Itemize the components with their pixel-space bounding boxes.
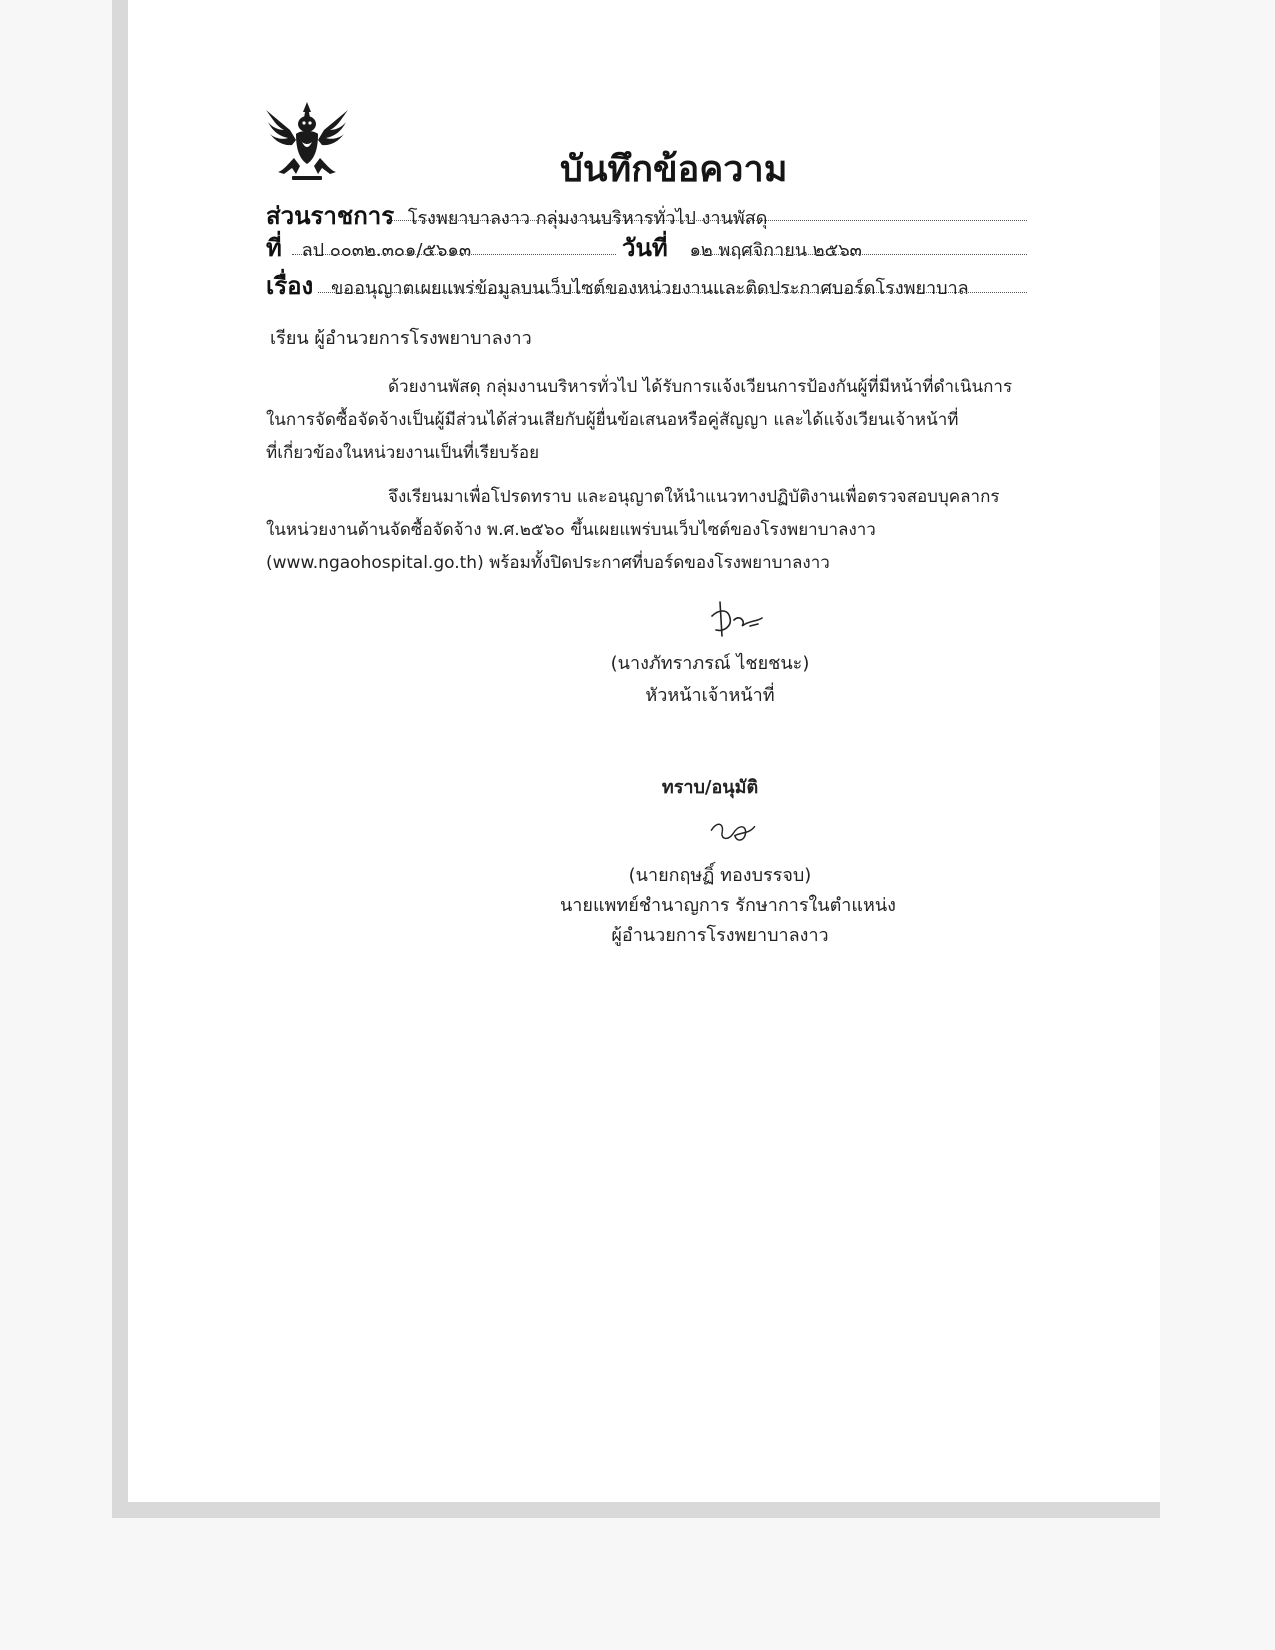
ref-no-dotted-line	[292, 254, 616, 255]
signer-2-name: (นายกฤษฏิ์ ทองบรรจบ)	[628, 865, 812, 886]
paragraph-1-line-3: ที่เกี่ยวข้องในหน่วยงานเป็นที่เรียบร้อย	[266, 443, 540, 463]
signer-2-position-line-1: นายแพทย์ชำนาญการ รักษาการในตำแหน่ง	[560, 895, 896, 916]
subject-field	[266, 266, 969, 305]
ref-no-value: ลป ๐๐๓๒.๓๐๑/๕๖๑๓	[301, 240, 472, 261]
paragraph-2-line-2: ในหน่วยงานด้านจัดซื้อจัดจ้าง พ.ศ.๒๕๖๐ ขึ้นเผยแพร่บนเว็บไซต์ของโรงพยาบาลงาว	[266, 520, 876, 540]
approval-label: ทราบ/อนุมัติ	[661, 777, 759, 798]
date-label: วันที่	[622, 234, 668, 262]
signer-2-position-line-2: ผู้อำนวยการโรงพยาบาลงาว	[611, 925, 829, 946]
subject-value: ขออนุญาตเผยแพร่ข้อมูลบนเว็บไซต์ของหน่วยงานและติดประกาศบอร์ดโรงพยาบาล	[330, 278, 969, 299]
department-dotted-line	[390, 220, 1027, 221]
paragraph-2-line-1: จึงเรียนมาเพื่อโปรดทราบ และอนุญาตให้นำแนวทางปฏิบัติงานเพื่อตรวจสอบบุคลากร	[388, 487, 1000, 507]
garuda-emblem-icon	[262, 100, 352, 184]
ref-no-label: ที่	[266, 234, 282, 262]
memo-title: บันทึกข้อความ	[560, 148, 788, 190]
paragraph-1-line-1: ด้วยงานพัสดุ กลุ่มงานบริหารทั่วไป ได้รับการแจ้งเวียนการป้องกันผู้ที่มีหน้าที่ดำเนินการ	[388, 377, 1013, 397]
signer-1-name: (นางภัทราภรณ์ ไชยชนะ)	[610, 653, 810, 674]
ref-no-field	[266, 228, 471, 267]
signature-2-mark	[705, 814, 761, 850]
date-dotted-line	[696, 254, 1027, 255]
subject-label: เรื่อง	[266, 272, 314, 300]
signer-1-position: หัวหน้าเจ้าหน้าที่	[645, 685, 775, 706]
signature-1-mark	[700, 596, 770, 646]
date-value: ๑๒ พฤศจิกายน ๒๕๖๓	[689, 240, 862, 261]
date-field	[622, 228, 862, 267]
paragraph-2-line-3: (www.ngaohospital.go.th) พร้อมทั้งปิดประกาศที่บอร์ดของโรงพยาบาลงาว	[266, 553, 830, 573]
subject-dotted-line	[318, 292, 1027, 293]
salutation: เรียน ผู้อำนวยการโรงพยาบาลงาว	[270, 328, 532, 349]
paragraph-1-line-2: ในการจัดซื้อจัดจ้างเป็นผู้มีส่วนได้ส่วนเสียกับผู้ยื่นข้อเสนอหรือคู่สัญญา และได้แจ้งเวียนเจ้าหน้าที่	[266, 410, 959, 430]
department-value: โรงพยาบาลงาว กลุ่มงานบริหารทั่วไป งานพัสดุ	[407, 208, 768, 229]
department-label: ส่วนราชการ	[266, 202, 395, 230]
